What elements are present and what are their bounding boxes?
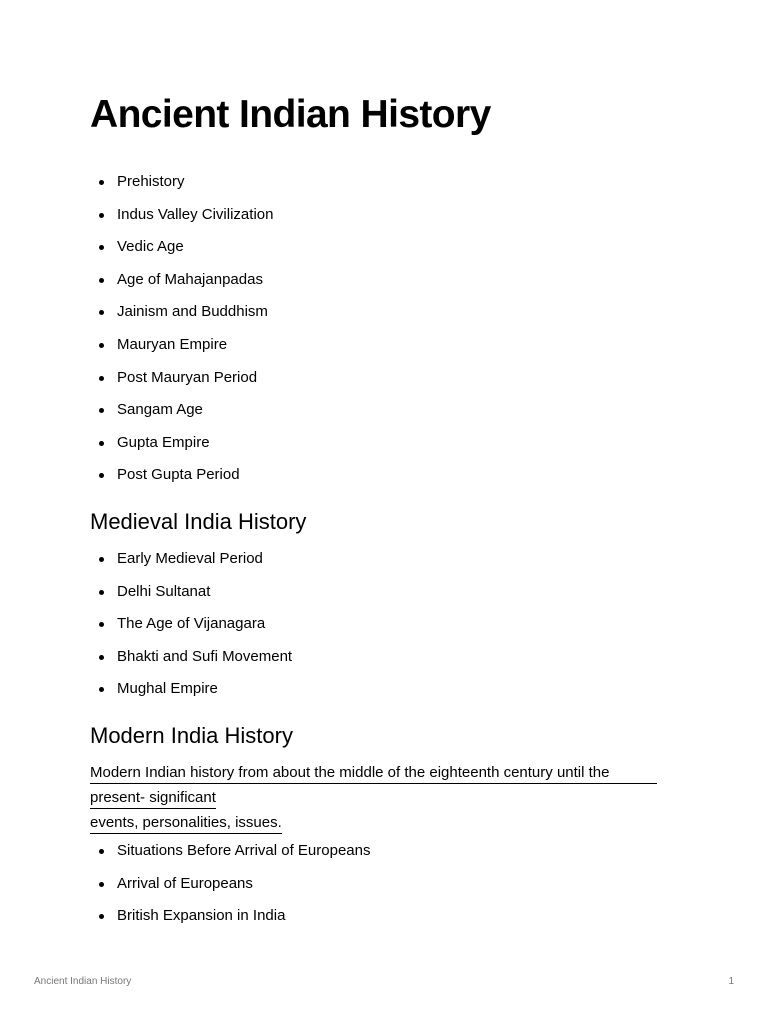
intro-line: present- significant (90, 787, 216, 809)
list-item (90, 205, 273, 238)
bullet-icon (99, 245, 104, 250)
page-title: Ancient Indian History (90, 93, 491, 136)
list-item (90, 841, 370, 874)
list-item (90, 433, 273, 466)
list-item-label: British Expansion in India (117, 907, 286, 925)
bullet-icon (99, 882, 104, 887)
bullet-icon (99, 408, 104, 413)
list-item-label: Post Gupta Period (117, 466, 240, 484)
list-item-label: Mauryan Empire (117, 335, 228, 353)
list-item (90, 302, 273, 335)
intro-line: Modern Indian history from about the middle of the eighteenth century until the (90, 762, 657, 784)
list-item (90, 270, 273, 303)
list-item (90, 237, 273, 270)
intro-line: events, personalities, issues. (90, 812, 282, 834)
list-item-label: Vedic Age (117, 238, 184, 256)
list-item-label: Situations Before Arrival of Europeans (117, 842, 371, 859)
list-item-label: Mughal Empire (117, 680, 218, 698)
list-item (90, 549, 292, 582)
bullet-icon (99, 590, 104, 595)
footer-page-number: 1 (728, 976, 734, 987)
list-item (90, 368, 273, 401)
bullet-icon (99, 278, 104, 283)
bullet-icon (99, 687, 104, 692)
modern-intro-paragraph (90, 761, 690, 836)
list-item-label: Sangam Age (117, 401, 203, 419)
list-item-label: Delhi Sultanat (117, 582, 211, 600)
bullet-icon (99, 343, 104, 348)
list-item-label: The Age of Vijanagara (117, 615, 266, 633)
bullet-icon (99, 849, 104, 854)
bullet-icon (99, 622, 104, 627)
bullet-icon (99, 914, 104, 919)
list-item (90, 172, 273, 205)
list-item (90, 614, 292, 647)
list-item-label: Early Medieval Period (117, 550, 263, 567)
list-item (90, 465, 273, 498)
list-item (90, 400, 273, 433)
footer-document-title: Ancient Indian History (34, 976, 132, 987)
list-item (90, 906, 370, 939)
bullet-icon (99, 213, 104, 218)
list-item-label: Indus Valley Civilization (117, 205, 274, 223)
list-item (90, 647, 292, 680)
ancient-history-list (90, 172, 273, 498)
medieval-heading: Medieval India History (90, 509, 307, 534)
list-item-label: Jainism and Buddhism (117, 303, 268, 321)
bullet-icon (99, 655, 104, 660)
modern-history-list (90, 841, 370, 939)
bullet-icon (99, 441, 104, 446)
list-item-label: Age of Mahajanpadas (117, 270, 263, 288)
bullet-icon (99, 180, 104, 185)
list-item-label: Post Mauryan Period (117, 368, 258, 386)
modern-heading: Modern India History (90, 723, 293, 748)
bullet-icon (99, 557, 104, 562)
bullet-icon (99, 310, 104, 315)
list-item (90, 679, 292, 712)
list-item-label: Bhakti and Sufi Movement (117, 647, 293, 665)
list-item (90, 582, 292, 615)
list-item-label: Prehistory (117, 173, 185, 190)
medieval-history-list (90, 549, 292, 712)
list-item-label: Gupta Empire (117, 433, 210, 451)
bullet-icon (99, 473, 104, 478)
list-item (90, 335, 273, 368)
list-item-label: Arrival of Europeans (117, 874, 253, 892)
list-item (90, 874, 370, 907)
bullet-icon (99, 376, 104, 381)
